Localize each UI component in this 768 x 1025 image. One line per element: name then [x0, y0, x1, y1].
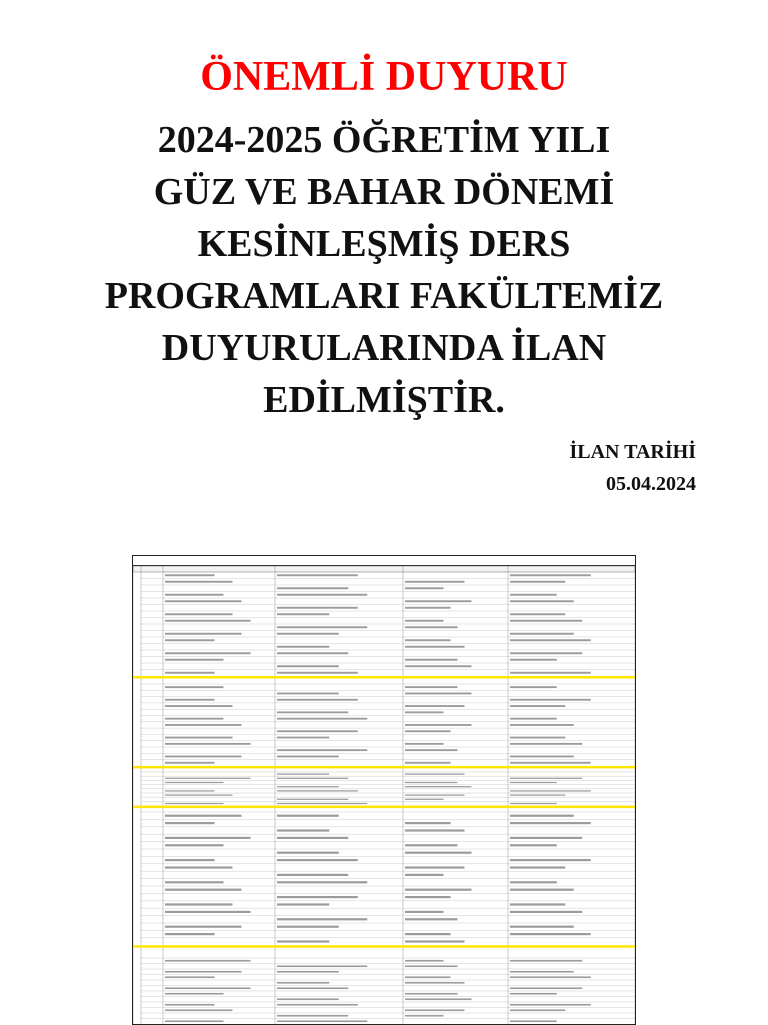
schedule-cell-text [510, 778, 582, 779]
schedule-day-separator [133, 766, 635, 769]
schedule-cell-text [405, 730, 451, 732]
schedule-cell-text [405, 918, 458, 920]
schedule-cell-text [277, 773, 329, 774]
schedule-cell-text [165, 794, 233, 795]
schedule-cell-text [405, 587, 444, 589]
schedule-thumbnail [132, 555, 636, 1025]
announcement-line: PROGRAMLARI FAKÜLTEMİZ [104, 275, 664, 317]
schedule-cell-text [277, 926, 339, 928]
schedule-cell-text [405, 889, 472, 891]
schedule-cell-text [165, 743, 251, 745]
schedule-cell-text [277, 749, 367, 751]
schedule-cell-text [277, 756, 339, 758]
schedule-cell-text [165, 762, 215, 764]
schedule-cell-text [277, 613, 329, 615]
schedule-cell-text [405, 686, 458, 688]
schedule-cell-text [405, 1009, 465, 1011]
schedule-cell-text [405, 998, 472, 1000]
schedule-cell-text [165, 574, 215, 576]
schedule-cell-text [405, 581, 465, 583]
schedule-cell-text [510, 737, 565, 739]
schedule-cell-text [165, 976, 215, 978]
schedule-cell-text [510, 639, 591, 641]
schedule-cell-text [165, 782, 224, 783]
schedule-cell-text [277, 903, 329, 905]
schedule-cell-text [510, 837, 582, 839]
schedule-cell-text [405, 626, 458, 628]
schedule-cell-text [165, 822, 215, 824]
schedule-cell-text [277, 852, 339, 854]
schedule-cell-text [405, 773, 465, 774]
schedule-cell-text [165, 903, 233, 905]
announcement-line: EDİLMİŞTİR. [263, 379, 505, 421]
schedule-cell-text [165, 639, 215, 641]
schedule-cell-text [277, 633, 339, 635]
schedule-cell-text [277, 1020, 367, 1022]
schedule-cell-text [510, 633, 574, 635]
schedule-cell-text [277, 837, 348, 839]
schedule-cell-text [510, 718, 557, 720]
schedule-cell-text [277, 815, 339, 817]
schedule-cell-text [405, 829, 465, 831]
schedule-cell-text [277, 672, 358, 674]
schedule-cell-text [510, 594, 557, 596]
schedule-cell-text [165, 1020, 224, 1022]
schedule-cell-text [405, 600, 472, 602]
schedule-cell-text [277, 881, 367, 883]
announcement-block [0, 52, 768, 426]
schedule-cell-text [277, 1015, 348, 1017]
schedule-cell-text [510, 822, 591, 824]
schedule-cell-text [405, 896, 451, 898]
schedule-cell-text [405, 874, 444, 876]
schedule-cell-text [510, 613, 565, 615]
schedule-cell-text [165, 705, 233, 707]
schedule-cell-text [165, 926, 242, 928]
schedule-cell-text [165, 620, 251, 622]
schedule-cell-text [510, 600, 574, 602]
schedule-cell-text [165, 803, 224, 804]
announcement-line: GÜZ VE BAHAR DÖNEMİ [153, 171, 615, 213]
schedule-grid [133, 566, 635, 1025]
schedule-cell-text [277, 730, 358, 732]
schedule-cell-text [510, 1004, 591, 1006]
schedule-cell-text [405, 743, 444, 745]
schedule-cell-text [277, 982, 329, 984]
schedule-cell-text [510, 794, 565, 795]
schedule-cell-text [405, 976, 451, 978]
schedule-day-separator [133, 806, 635, 809]
schedule-cell-text [405, 866, 465, 868]
schedule-cell-text [165, 718, 224, 720]
schedule-cell-text [277, 718, 367, 720]
schedule-cell-text [510, 803, 557, 804]
schedule-cell-text [405, 646, 465, 648]
schedule-cell-text [510, 889, 574, 891]
schedule-cell-text [277, 786, 339, 787]
schedule-cell-text [165, 844, 224, 846]
schedule-cell-text [277, 859, 358, 861]
schedule-cell-text [510, 815, 574, 817]
schedule-cell-text [405, 711, 444, 713]
schedule-cell-text [405, 782, 458, 783]
schedule-cell-text [277, 646, 329, 648]
schedule-cell-text [165, 1004, 215, 1006]
schedule-cell-text [510, 960, 582, 962]
schedule-cell-text [510, 782, 557, 783]
schedule-cell-text [405, 982, 465, 984]
schedule-cell-text [277, 652, 348, 654]
schedule-cell-text [165, 889, 242, 891]
schedule-cell-text [510, 881, 557, 883]
schedule-cell-text [405, 693, 472, 695]
schedule-cell-text [510, 659, 557, 661]
schedule-cell-text [510, 987, 582, 989]
schedule-cell-text [277, 874, 348, 876]
schedule-cell-text [405, 639, 451, 641]
schedule-cell-text [277, 803, 367, 804]
schedule-cell-text [405, 659, 458, 661]
schedule-cell-text [510, 1009, 565, 1011]
schedule-cell-text [165, 987, 251, 989]
schedule-cell-text [510, 790, 591, 791]
schedule-cell-text [510, 844, 557, 846]
schedule-cell-text [165, 866, 233, 868]
schedule-cell-text [277, 790, 358, 791]
schedule-cell-text [277, 896, 358, 898]
schedule-cell-text [405, 794, 465, 795]
schedule-cell-text [405, 620, 444, 622]
schedule-cell-text [277, 665, 339, 667]
schedule-cell-text [405, 822, 451, 824]
schedule-cell-text [277, 829, 329, 831]
schedule-cell-text [510, 1020, 557, 1022]
schedule-cell-text [277, 594, 367, 596]
schedule-cell-text [165, 933, 215, 935]
schedule-cell-text [277, 574, 358, 576]
schedule-cell-text [277, 918, 367, 920]
announcement-headline: ÖNEMLİ DUYURU [200, 54, 568, 100]
schedule-cell-text [165, 594, 224, 596]
announcement-line: DUYURULARINDA İLAN [161, 327, 607, 369]
schedule-cell-text [277, 626, 367, 628]
schedule-cell-text [277, 778, 348, 779]
schedule-cell-text [165, 911, 251, 913]
schedule-cell-text [165, 960, 251, 962]
announcement-line: KESİNLEŞMİŞ DERS [197, 223, 571, 265]
schedule-cell-text [277, 1004, 358, 1006]
schedule-cell-text [277, 693, 339, 695]
schedule-cell-text [165, 659, 224, 661]
schedule-cell-text [510, 762, 591, 764]
schedule-cell-text [405, 960, 444, 962]
schedule-cell-text [405, 940, 465, 942]
schedule-cell-text [510, 686, 557, 688]
schedule-cell-text [510, 859, 591, 861]
schedule-cell-text [277, 737, 329, 739]
schedule-cell-text [165, 837, 251, 839]
schedule-cell-text [277, 940, 329, 942]
schedule-cell-text [510, 903, 565, 905]
schedule-cell-text [405, 1015, 444, 1017]
schedule-cell-text [277, 699, 358, 701]
schedule-cell-text [165, 790, 215, 791]
schedule-cell-text [405, 799, 444, 800]
schedule-cell-text [165, 971, 242, 973]
schedule-cell-text [165, 756, 242, 758]
schedule-cell-text [165, 1009, 233, 1011]
schedule-cell-text [277, 799, 348, 800]
schedule-cell-text [165, 993, 224, 995]
schedule-cell-text [510, 574, 591, 576]
schedule-cell-text [405, 724, 472, 726]
schedule-cell-text [165, 724, 242, 726]
schedule-cell-text [165, 600, 242, 602]
schedule-cell-text [165, 778, 251, 779]
announcement-body [0, 114, 768, 426]
schedule-cell-text [510, 971, 574, 973]
schedule-header-row [133, 566, 635, 572]
schedule-cell-text [165, 686, 224, 688]
schedule-cell-text [405, 705, 465, 707]
schedule-cell-text [405, 852, 472, 854]
schedule-cell-text [510, 652, 582, 654]
schedule-cell-text [510, 976, 591, 978]
schedule-cell-text [277, 607, 358, 609]
schedule-cell-text [510, 620, 582, 622]
schedule-cell-text [165, 881, 224, 883]
schedule-cell-text [510, 705, 565, 707]
schedule-cell-text [277, 965, 367, 967]
schedule-cell-text [405, 665, 472, 667]
schedule-cell-text [165, 613, 233, 615]
schedule-cell-text [510, 933, 591, 935]
schedule-cell-text [277, 987, 348, 989]
date-label: İLAN TARİHİ [569, 441, 696, 463]
schedule-cell-text [277, 998, 339, 1000]
schedule-cell-text [510, 581, 565, 583]
schedule-cell-text [510, 672, 591, 674]
schedule-cell-text [165, 815, 242, 817]
schedule-cell-text [405, 993, 458, 995]
announcement-line: 2024-2025 ÖĞRETİM YILI [157, 119, 611, 161]
schedule-cell-text [165, 859, 215, 861]
schedule-cell-text [405, 786, 472, 787]
schedule-cell-text [165, 652, 251, 654]
schedule-title-bar [133, 556, 635, 566]
schedule-cell-text [510, 866, 565, 868]
schedule-cell-text [405, 965, 458, 967]
schedule-cell-text [510, 724, 574, 726]
schedule-cell-text [165, 699, 215, 701]
date-value: 05.04.2024 [606, 473, 696, 495]
schedule-cell-text [277, 711, 348, 713]
announcement-date [569, 436, 696, 500]
schedule-cell-text [405, 749, 458, 751]
schedule-cell-text [405, 933, 451, 935]
schedule-cell-text [510, 911, 582, 913]
schedule-cell-text [405, 844, 458, 846]
schedule-cell-text [510, 699, 591, 701]
schedule-cell-text [510, 743, 582, 745]
schedule-cell-text [510, 993, 557, 995]
schedule-day-separator [133, 676, 635, 679]
schedule-cell-text [277, 971, 339, 973]
schedule-cell-text [405, 762, 451, 764]
schedule-cell-text [165, 633, 242, 635]
schedule-cell-text [277, 587, 348, 589]
schedule-cell-text [405, 911, 444, 913]
schedule-cell-text [510, 756, 574, 758]
schedule-cell-text [165, 581, 233, 583]
schedule-cell-text [405, 607, 451, 609]
schedule-day-separator [133, 945, 635, 948]
schedule-cell-text [510, 926, 574, 928]
schedule-cell-text [165, 672, 215, 674]
schedule-cell-text [165, 737, 233, 739]
